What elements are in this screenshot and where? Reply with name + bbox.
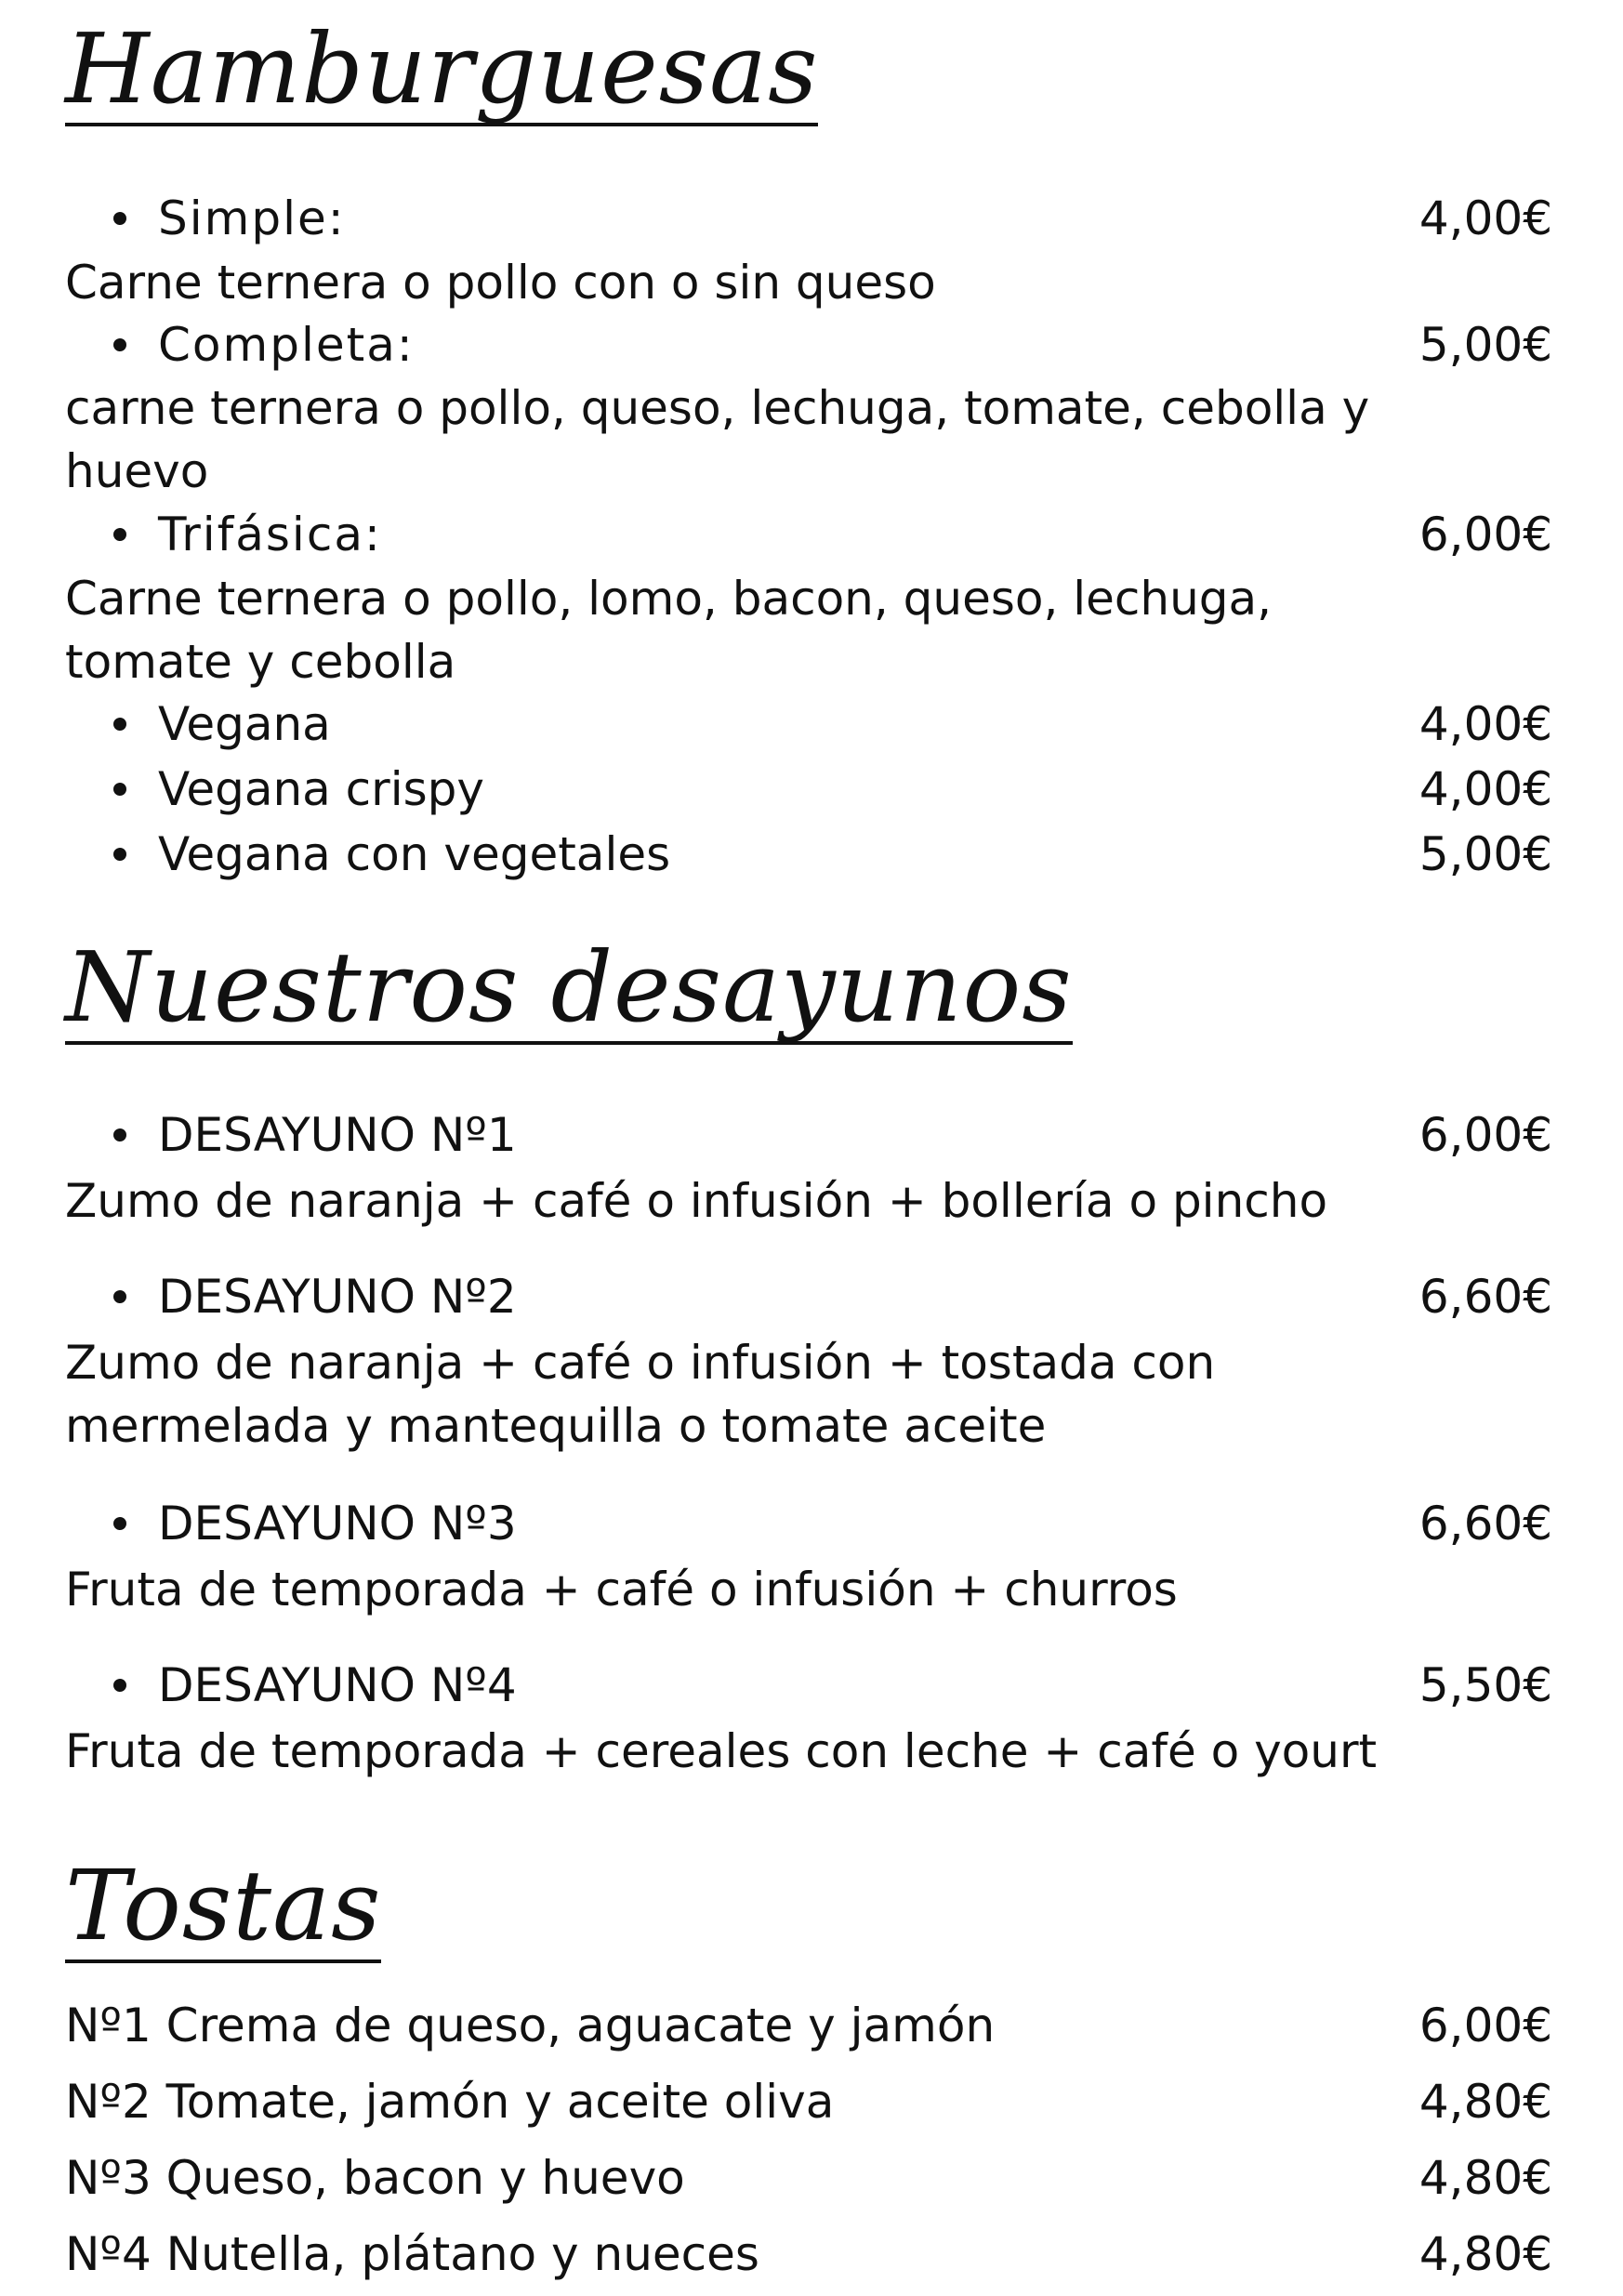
item-price: 6,00€ — [1418, 508, 1552, 561]
item-name: Nº2 Tomate, jamón y aceite oliva — [65, 2075, 835, 2129]
item-price: 6,00€ — [1418, 1999, 1552, 2052]
item-price: 5,00€ — [1418, 827, 1552, 881]
item-price: 6,60€ — [1418, 1270, 1552, 1324]
section-title-hamburguesas: Hamburguesas — [65, 12, 819, 125]
item-price: 4,00€ — [1418, 697, 1552, 751]
bullet-icon — [113, 1128, 126, 1141]
item-price: 6,00€ — [1418, 1108, 1552, 1162]
menu-item-desayuno-3 — [65, 1495, 1552, 1552]
menu-item-tosta-2 — [65, 2073, 1552, 2131]
bullet-icon — [113, 338, 126, 351]
section-title-desayunos: Nuestros desayunos — [65, 930, 1073, 1044]
item-name: Nº3 Queso, bacon y huevo — [65, 2151, 685, 2205]
item-name: Completa: — [158, 318, 415, 372]
bullet-icon — [113, 528, 126, 541]
menu-item-completa — [65, 316, 1552, 374]
item-description: Fruta de temporada + café o infusión + churros — [65, 1563, 1178, 1616]
item-price: 5,00€ — [1418, 318, 1552, 372]
menu-item-vegana-vegetales — [65, 825, 1552, 883]
item-description: Zumo de naranja + café o infusión + tostada con mermelada y mantequilla o tomate aceite — [65, 1336, 1216, 1453]
item-description: carne ternera o pollo, queso, lechuga, tomate, cebolla y huevo — [65, 381, 1370, 498]
item-price: 4,80€ — [1418, 2075, 1552, 2129]
item-name: Nº4 Nutella, plátano y nueces — [65, 2227, 759, 2281]
item-price: 6,60€ — [1418, 1497, 1552, 1550]
item-price: 4,80€ — [1418, 2227, 1552, 2281]
item-price: 4,00€ — [1418, 762, 1552, 816]
menu-item-desayuno-2 — [65, 1268, 1552, 1326]
menu-item-vegana — [65, 695, 1552, 753]
item-name: Nº1 Crema de queso, aguacate y jamón — [65, 1999, 996, 2052]
menu-item-simple — [65, 190, 1552, 247]
item-name: Vegana crispy — [158, 762, 485, 816]
item-name: DESAYUNO Nº3 — [158, 1497, 517, 1550]
bullet-icon — [113, 783, 126, 796]
menu-item-desayuno-4 — [65, 1656, 1552, 1714]
item-name: DESAYUNO Nº1 — [158, 1108, 517, 1162]
item-name: Trifásica: — [158, 508, 382, 561]
item-description: Carne ternera o pollo con o sin queso — [65, 256, 936, 310]
menu-item-vegana-crispy — [65, 760, 1552, 818]
item-description: Zumo de naranja + café o infusión + bollería o pincho — [65, 1174, 1328, 1228]
menu-item-tosta-3 — [65, 2149, 1552, 2207]
bullet-icon — [113, 1517, 126, 1530]
item-name: Simple: — [158, 191, 346, 245]
menu-item-desayuno-1 — [65, 1106, 1552, 1164]
item-name: Vegana — [158, 697, 331, 751]
item-price: 4,80€ — [1418, 2151, 1552, 2205]
item-name: Vegana con vegetales — [158, 827, 671, 881]
bullet-icon — [113, 848, 126, 861]
bullet-icon — [113, 718, 126, 731]
item-description: Fruta de temporada + cereales con leche + café o yourt — [65, 1724, 1378, 1778]
section-title-tostas: Tostas — [65, 1849, 382, 1962]
item-name: DESAYUNO Nº4 — [158, 1658, 517, 1712]
menu-item-trifasica — [65, 506, 1552, 563]
menu-item-tosta-1 — [65, 1997, 1552, 2054]
item-description: Carne ternera o pollo, lomo, bacon, queso, lechuga, tomate y cebolla — [65, 572, 1273, 689]
item-price: 5,50€ — [1418, 1658, 1552, 1712]
item-name: DESAYUNO Nº2 — [158, 1270, 517, 1324]
item-price: 4,00€ — [1418, 191, 1552, 245]
bullet-icon — [113, 1290, 126, 1303]
menu-item-tosta-4 — [65, 2225, 1552, 2283]
bullet-icon — [113, 212, 126, 225]
bullet-icon — [113, 1679, 126, 1692]
